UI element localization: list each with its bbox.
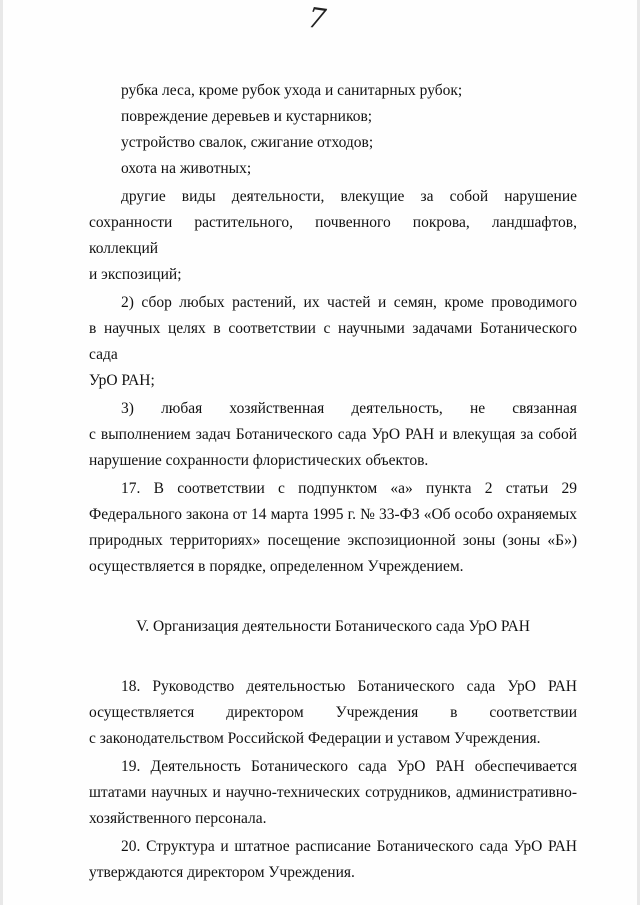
text-line: осуществляется директором Учреждения в соответствии bbox=[89, 704, 577, 721]
text-line: рубка леса, кроме рубок ухода и санитарных рубок; bbox=[121, 82, 463, 99]
text-line: штатами научных и научно-технических сотрудников, административно- bbox=[89, 784, 577, 801]
text-line: 3) любая хозяйственная деятельность, не связанная bbox=[121, 400, 577, 417]
text-line: 19. Деятельность Ботанического сада УрО РАН обеспечивается bbox=[121, 758, 577, 775]
text-line: 20. Структура и штатное расписание Ботанического сада УрО РАН bbox=[121, 838, 577, 855]
scan-edge-left bbox=[0, 0, 3, 905]
text-line: природных территориях» посещение экспозиционной зоны (зоны «Б») bbox=[89, 532, 577, 549]
document-body bbox=[89, 78, 577, 886]
text-line: повреждение деревьев и кустарников; bbox=[121, 108, 373, 125]
page-number: 7 bbox=[305, 0, 329, 37]
text-line: и экспозиций; bbox=[89, 266, 182, 283]
text-line: с законодательством Российской Федерации и уставом Учреждения. bbox=[89, 730, 541, 747]
text-line: Федерального закона от 14 марта 1995 г. № 33-ФЗ «Об особо охраняемых bbox=[89, 506, 577, 523]
text-line: с выполнением задач Ботанического сада УрО РАН и влекущая за собой bbox=[89, 426, 577, 443]
text-line: 2) сбор любых растений, их частей и семян, кроме проводимого bbox=[121, 294, 577, 311]
text-line: другие виды деятельности, влекущие за собой нарушение bbox=[121, 188, 577, 205]
text-line: УрО РАН; bbox=[89, 372, 155, 389]
text-line: устройство свалок, сжигание отходов; bbox=[121, 134, 374, 151]
text-line: нарушение сохранности флористических объектов. bbox=[89, 452, 429, 469]
text-line: сохранности растительного, почвенного покрова, ландшафтов, коллекций bbox=[89, 214, 577, 257]
section-heading: V. Организация деятельности Ботанического сада УрО РАН bbox=[136, 618, 530, 635]
text-line: 17. В соответствии с подпунктом «а» пункта 2 статьи 29 bbox=[121, 480, 577, 497]
text-line: хозяйственного персонала. bbox=[89, 810, 267, 827]
text-line: осуществляется в порядке, определенном Учреждением. bbox=[89, 558, 464, 575]
text-line: в научных целях в соответствии с научными задачами Ботанического сада bbox=[89, 320, 577, 363]
text-line: 18. Руководство деятельностью Ботанического сада УрО РАН bbox=[121, 678, 577, 695]
text-line: утверждаются директором Учреждения. bbox=[89, 864, 355, 881]
text-line: охота на животных; bbox=[121, 160, 252, 177]
